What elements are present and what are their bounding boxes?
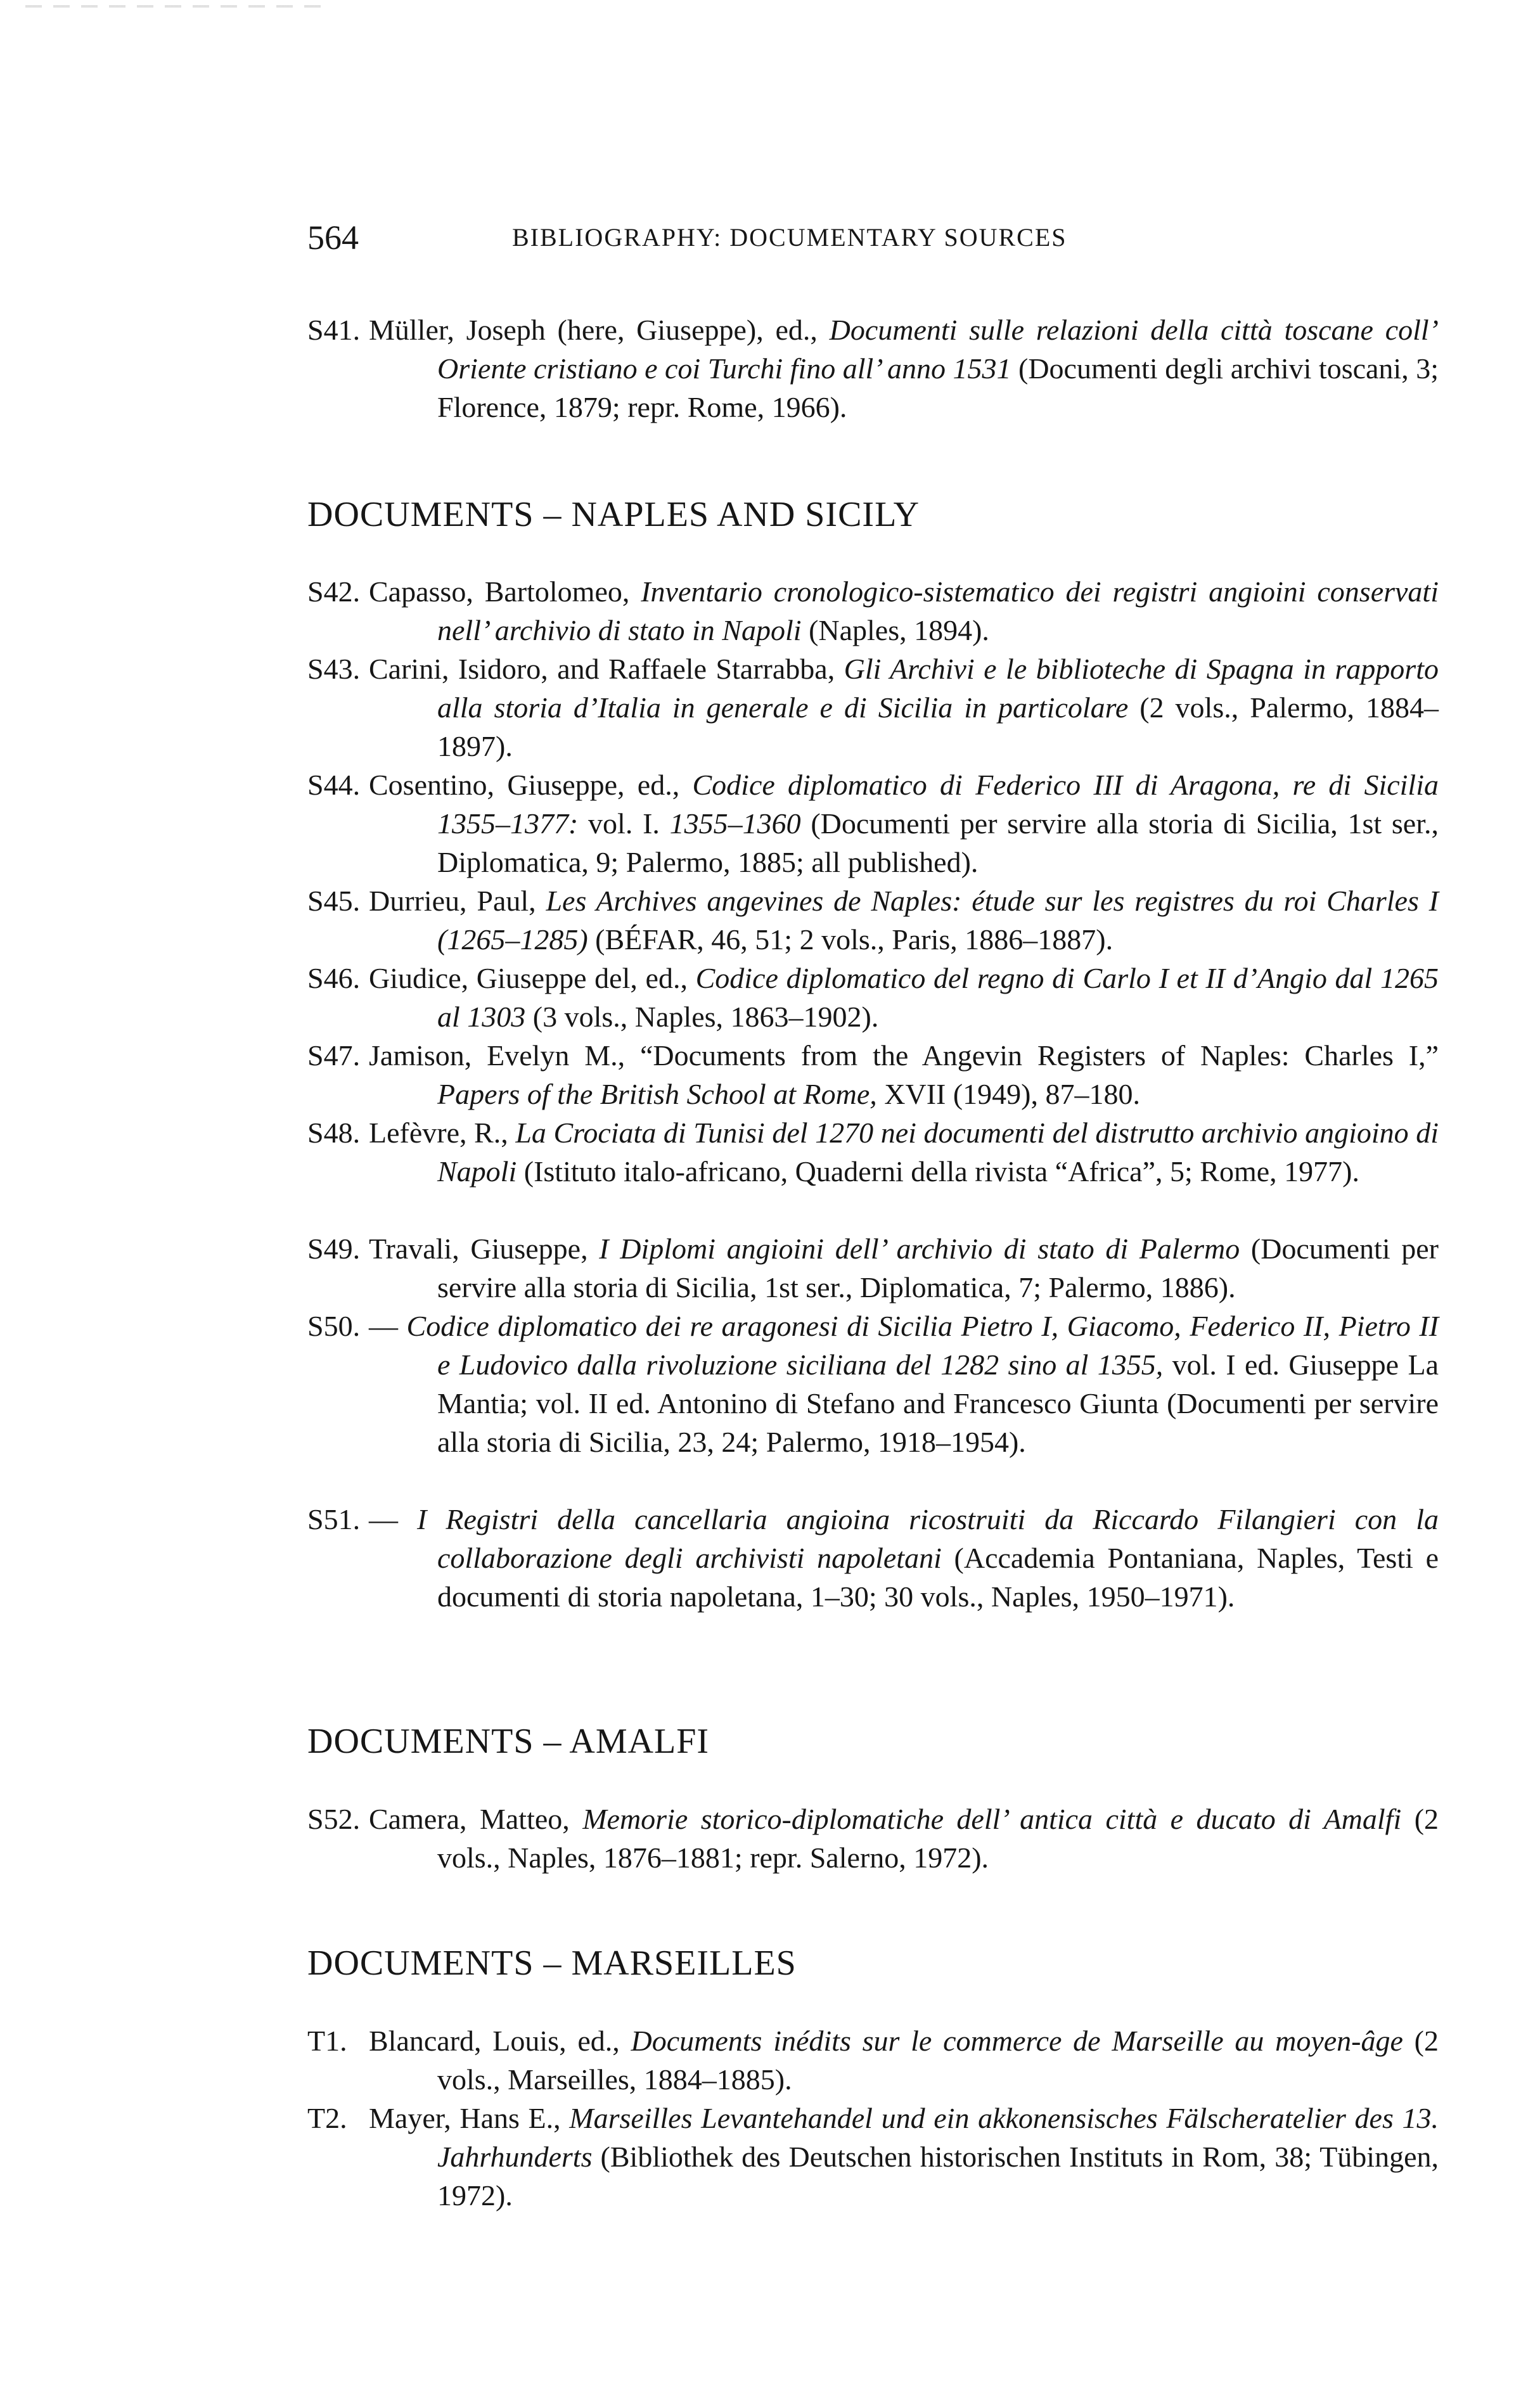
entry-author: Müller, Joseph (here, Giuseppe), ed.,: [369, 314, 830, 346]
entry-details: (Documenti per servire alla storia di Sicilia, 1st ser., Diplomatica, 9; Palermo, 1885; all published).: [437, 807, 1439, 878]
section-heading-naples-sicily: DOCUMENTS – NAPLES AND SICILY: [307, 495, 920, 534]
entry-text: [369, 765, 1439, 881]
bib-entry-s51: [307, 1500, 1439, 1616]
entry-author: Lefèvre, R.,: [369, 1117, 516, 1149]
entry-title: Codice diplomatico del regno di Carlo I et II d’Angio dal 1265 al 1303: [437, 962, 1439, 1033]
entry-text: [369, 1113, 1439, 1191]
entry-text: [369, 1500, 1439, 1616]
entry-text: [369, 1036, 1439, 1113]
page-number: 564: [307, 219, 359, 257]
bib-entry-s43: [307, 650, 1439, 765]
bib-entry-s44: [307, 765, 1439, 881]
running-head: [307, 212, 1195, 263]
entry-title: Codice diplomatico di Federico III di Aragona, re di Sicilia 1355–1377:: [437, 769, 1439, 840]
entry-title: Documenti sulle relazioni della città toscane coll’ Oriente cristiano e coi Turchi fino all’ anno 1531: [437, 314, 1439, 385]
entry-title: Documents inédits sur le commerce de Marseille au moyen-âge: [631, 2025, 1403, 2057]
entry-author: Mayer, Hans E.,: [369, 2102, 570, 2134]
entry-volume: vol. I.: [578, 807, 670, 840]
section-heading-amalfi: DOCUMENTS – AMALFI: [307, 1722, 710, 1761]
bib-entry-s41: [307, 311, 1439, 426]
entry-text: [369, 650, 1439, 765]
entry-number: S48.: [307, 1117, 361, 1149]
entry-title: Marseilles Levantehandel und ein akkonensisches Fälscheratelier des 13. Jahrhunderts: [437, 2102, 1439, 2173]
entry-text: [369, 311, 1439, 426]
entry-details: (Bibliothek des Deutschen historischen Instituts in Rom, 38; Tübingen, 1972).: [437, 2141, 1439, 2212]
running-title: BIBLIOGRAPHY: DOCUMENTARY SOURCES: [512, 223, 1067, 252]
entry-text: [369, 1229, 1439, 1307]
entry-details: XVII (1949), 87–180.: [876, 1078, 1140, 1110]
entry-number: S50.: [307, 1310, 361, 1342]
entry-author: Giudice, Giuseppe del, ed.,: [369, 962, 696, 994]
entry-author: Travali, Giuseppe,: [369, 1233, 600, 1265]
entry-number: T1.: [307, 2025, 347, 2057]
entry-number: S41.: [307, 314, 361, 346]
entry-title: Inventario cronologico-sistematico dei registri angioini conservati nell’ archivio di stato in Napoli: [437, 575, 1439, 646]
bib-entry-s49: [307, 1229, 1439, 1307]
entry-number: S46.: [307, 962, 361, 994]
entry-author: Camera, Matteo,: [369, 1803, 583, 1835]
entry-details: (2 vols., Naples, 1876–1881; repr. Salerno, 1972).: [437, 1803, 1439, 1874]
entry-author: Jamison, Evelyn M., “Documents from the Angevin Registers of Naples: Charles I,”: [369, 1039, 1439, 1072]
entry-title: Memorie storico-diplomatiche dell’ antica città e ducato di Amalfi: [582, 1803, 1402, 1835]
entry-text: [369, 2021, 1439, 2099]
bib-entry-s45: [307, 881, 1439, 959]
entry-author: Durrieu, Paul,: [369, 885, 546, 917]
entry-details: (Naples, 1894).: [801, 614, 989, 646]
scan-artifact: [25, 5, 330, 8]
bib-entry-s50: [307, 1307, 1439, 1461]
entry-number: S43.: [307, 653, 361, 685]
entry-author: Cosentino, Giuseppe, ed.,: [369, 769, 693, 801]
entry-details: (Istituto italo-africano, Quaderni della rivista “Africa”, 5; Rome, 1977).: [517, 1155, 1359, 1188]
entry-number: S45.: [307, 885, 361, 917]
entry-text: [369, 1307, 1439, 1461]
entry-details: (Documenti per servire alla storia di Sicilia, 1st ser., Diplomatica, 7; Palermo, 1886).: [437, 1233, 1439, 1303]
bib-entry-s42: [307, 572, 1439, 650]
bib-entry-s52: [307, 1800, 1439, 1877]
entry-title: La Crociata di Tunisi del 1270 nei documenti del distrutto archivio angioino di Napoli: [437, 1117, 1439, 1188]
entry-number: S44.: [307, 769, 361, 801]
bib-entry-t2: [307, 2099, 1439, 2215]
entry-details: (2 vols., Marseilles, 1884–1885).: [437, 2025, 1439, 2096]
entry-ditto-dash: —: [369, 1503, 418, 1535]
entry-title: Les Archives angevines de Naples: étude sur les registres du roi Charles I (1265–1285): [437, 885, 1439, 956]
entry-text: [369, 881, 1439, 959]
entry-number: S49.: [307, 1233, 361, 1265]
entry-details: (2 vols., Palermo, 1884–1897).: [437, 691, 1439, 762]
entry-text: [369, 959, 1439, 1036]
entry-details: (Documenti degli archivi toscani, 3; Florence, 1879; repr. Rome, 1966).: [437, 352, 1439, 423]
entry-number: T2.: [307, 2102, 347, 2134]
entry-number: S42.: [307, 575, 361, 608]
entry-title: I Registri della cancellaria angioina ricostruiti da Riccardo Filangieri con la collaborazione degli archivisti napoletani: [417, 1503, 1439, 1574]
entry-number: S52.: [307, 1803, 361, 1835]
entry-title: Codice diplomatico dei re aragonesi di Sicilia Pietro I, Giacomo, Federico II, Pietro II e Ludovico dalla rivoluzione siciliana del 1282 sino al 1355,: [406, 1310, 1439, 1381]
entry-ditto-dash: —: [369, 1310, 407, 1342]
entry-details: (Accademia Pontaniana, Naples, Testi e documenti di storia napoletana, 1–30; 30 vols., Naples, 1950–1971).: [437, 1542, 1439, 1613]
entry-author: Capasso, Bartolomeo,: [369, 575, 641, 608]
bib-entry-s48: [307, 1113, 1439, 1191]
entry-number: S47.: [307, 1039, 361, 1072]
entry-details: (BÉFAR, 46, 51; 2 vols., Paris, 1886–1887).: [587, 923, 1113, 956]
entry-title: Gli Archivi e le biblioteche di Spagna in rapporto alla storia d’Italia in generale e di Sicilia in particolare: [437, 653, 1439, 724]
bib-entry-s47: [307, 1036, 1439, 1113]
entry-title: I Diplomi angioini dell’ archivio di stato di Palermo: [599, 1233, 1240, 1265]
entry-text: [369, 572, 1439, 650]
entry-author: Carini, Isidoro, and Raffaele Starrabba,: [369, 653, 844, 685]
entry-details: vol. I ed. Giuseppe La Mantia; vol. II ed. Antonino di Stefano and Francesco Giunta (Documenti per servire alla storia di Sicilia, 23, 24; Palermo, 1918–1954).: [437, 1348, 1439, 1458]
entry-title: Papers of the British School at Rome,: [437, 1078, 877, 1110]
bib-entry-s46: [307, 959, 1439, 1036]
entry-text: [369, 2099, 1439, 2215]
entry-text: [369, 1800, 1439, 1877]
entry-subtitle: 1355–1360: [669, 807, 801, 840]
entry-details: (3 vols., Naples, 1863–1902).: [525, 1001, 879, 1033]
entry-author: Blancard, Louis, ed.,: [369, 2025, 631, 2057]
bib-entry-t1: [307, 2021, 1439, 2099]
section-heading-marseilles: DOCUMENTS – MARSEILLES: [307, 1944, 797, 1983]
entry-number: S51.: [307, 1503, 361, 1535]
